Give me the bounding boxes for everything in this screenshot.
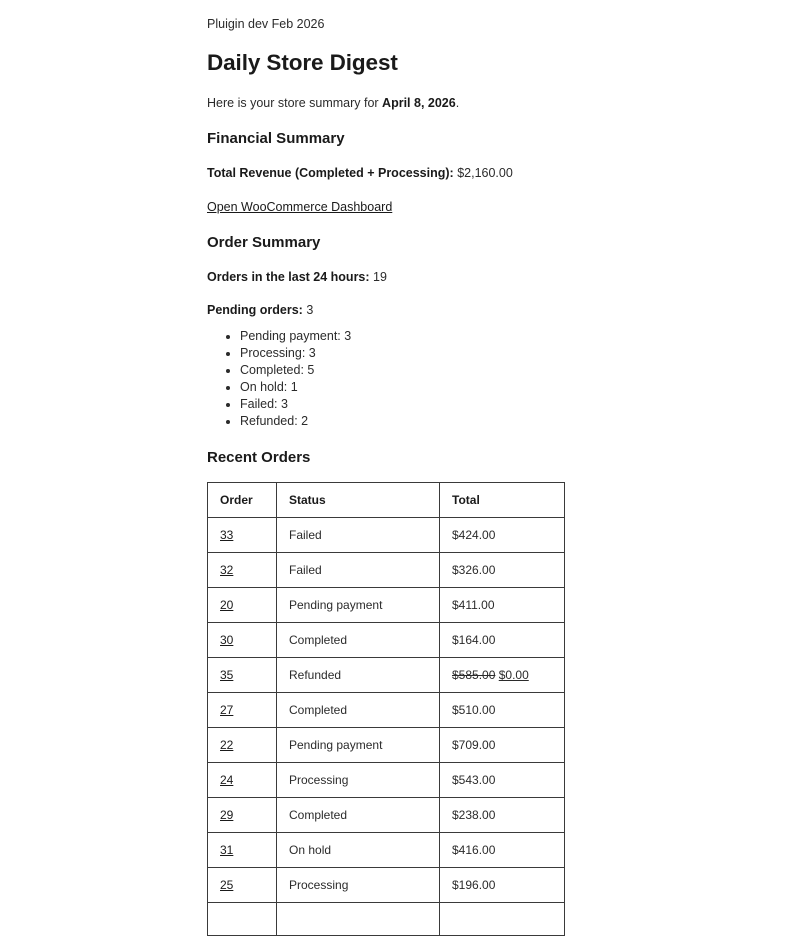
- order-id-cell: [208, 692, 277, 727]
- order-link[interactable]: 24: [220, 772, 234, 787]
- pending-orders-value: 3: [306, 303, 314, 317]
- order-id-cell: [208, 727, 277, 762]
- pending-orders-line: [207, 302, 707, 318]
- recent-orders-heading: Recent Orders: [207, 448, 311, 466]
- recent-orders-table-body: [208, 517, 565, 935]
- table-header-row: [208, 482, 565, 517]
- column-header-status: Status: [277, 482, 440, 517]
- table-row: [208, 517, 565, 552]
- order-id-cell: [208, 517, 277, 552]
- status-breakdown-list: [207, 328, 707, 430]
- pending-orders-label: Pending orders:: [207, 303, 303, 317]
- order-link[interactable]: 32: [220, 562, 234, 577]
- order-status-cell: Processing: [277, 762, 440, 797]
- order-status-cell: Failed: [277, 552, 440, 587]
- list-item: • Processing: 3: [240, 345, 707, 362]
- intro-suffix: .: [455, 96, 460, 110]
- table-row: [208, 902, 565, 935]
- order-status-cell: Completed: [277, 692, 440, 727]
- list-item: • Refunded: 2: [240, 413, 707, 430]
- dashboard-link-line: [207, 199, 707, 215]
- total-revenue-value: $2,160.00: [457, 166, 513, 180]
- table-row: [208, 587, 565, 622]
- order-total-cell: $424.00: [440, 517, 565, 552]
- orders-last-24h-line: [207, 269, 707, 285]
- recent-orders-table-head: [208, 482, 565, 517]
- total-revenue-label: Total Revenue (Completed + Processing):: [207, 166, 454, 180]
- order-id-cell: [208, 762, 277, 797]
- intro-paragraph: [207, 95, 707, 111]
- open-woocommerce-dashboard-link[interactable]: Open WooCommerce Dashboard: [207, 200, 393, 214]
- intro-date: April 8, 2026: [382, 96, 456, 110]
- list-item: • Pending payment: 3: [240, 328, 707, 345]
- intro-prefix: Here is your store summary for: [207, 96, 383, 110]
- order-total-cell: $416.00: [440, 832, 565, 867]
- order-total-cell: $238.00: [440, 797, 565, 832]
- column-header-total: Total: [440, 482, 565, 517]
- order-total-cell: $196.00: [440, 867, 565, 902]
- order-link[interactable]: 30: [220, 632, 234, 647]
- order-id-cell: [208, 587, 277, 622]
- order-link[interactable]: 31: [220, 842, 234, 857]
- order-id-cell: [208, 657, 277, 692]
- order-status-cell: On hold: [277, 832, 440, 867]
- order-link[interactable]: 29: [220, 807, 234, 822]
- order-status-cell: Completed: [277, 622, 440, 657]
- table-row: [208, 657, 565, 692]
- total-revenue-line: [207, 165, 707, 181]
- order-link[interactable]: 27: [220, 702, 234, 717]
- order-link[interactable]: 33: [220, 527, 234, 542]
- order-id-cell: [208, 797, 277, 832]
- order-id-cell: [208, 902, 277, 935]
- list-item: • On hold: 1: [240, 379, 707, 396]
- order-status-cell: Failed: [277, 517, 440, 552]
- order-total-cell: $164.00: [440, 622, 565, 657]
- table-row: [208, 832, 565, 867]
- order-total-cell: $709.00: [440, 727, 565, 762]
- order-status-cell: Completed: [277, 797, 440, 832]
- order-total-cell: $543.00: [440, 762, 565, 797]
- order-total-cell: [440, 902, 565, 935]
- order-status-cell: Pending payment: [277, 587, 440, 622]
- table-row: [208, 762, 565, 797]
- plugin-meta-line: Pluigin dev Feb 2026: [207, 17, 325, 31]
- order-total-cell: $510.00: [440, 692, 565, 727]
- order-status-cell: [277, 902, 440, 935]
- order-total-cell: [440, 657, 565, 692]
- order-link[interactable]: 20: [220, 597, 234, 612]
- order-id-cell: [208, 867, 277, 902]
- table-row: [208, 727, 565, 762]
- financial-summary-heading: Financial Summary: [207, 130, 345, 147]
- order-status-cell: Pending payment: [277, 727, 440, 762]
- order-status-cell: Processing: [277, 867, 440, 902]
- order-link[interactable]: 25: [220, 877, 234, 892]
- order-id-cell: [208, 832, 277, 867]
- refunded-amount: $0.00: [498, 667, 529, 682]
- table-row: [208, 867, 565, 902]
- list-item: • Failed: 3: [240, 396, 707, 413]
- column-header-order: Order: [208, 482, 277, 517]
- page-title: Daily Store Digest: [207, 50, 398, 75]
- order-total-cell: $326.00: [440, 552, 565, 587]
- original-amount: $585.00: [452, 667, 496, 682]
- order-status-cell: Refunded: [277, 657, 440, 692]
- recent-orders-table: [207, 482, 565, 936]
- order-link[interactable]: 22: [220, 737, 234, 752]
- table-row: [208, 622, 565, 657]
- order-summary-heading: Order Summary: [207, 234, 321, 251]
- order-id-cell: [208, 552, 277, 587]
- order-total-cell: $411.00: [440, 587, 565, 622]
- order-link[interactable]: 35: [220, 667, 234, 682]
- table-row: [208, 552, 565, 587]
- list-item: • Completed: 5: [240, 362, 707, 379]
- digest-content: [207, 0, 707, 936]
- table-row: [208, 692, 565, 727]
- order-id-cell: [208, 622, 277, 657]
- orders-last-24h-value: 19: [373, 270, 387, 284]
- orders-last-24h-label: Orders in the last 24 hours:: [207, 270, 370, 284]
- table-row: [208, 797, 565, 832]
